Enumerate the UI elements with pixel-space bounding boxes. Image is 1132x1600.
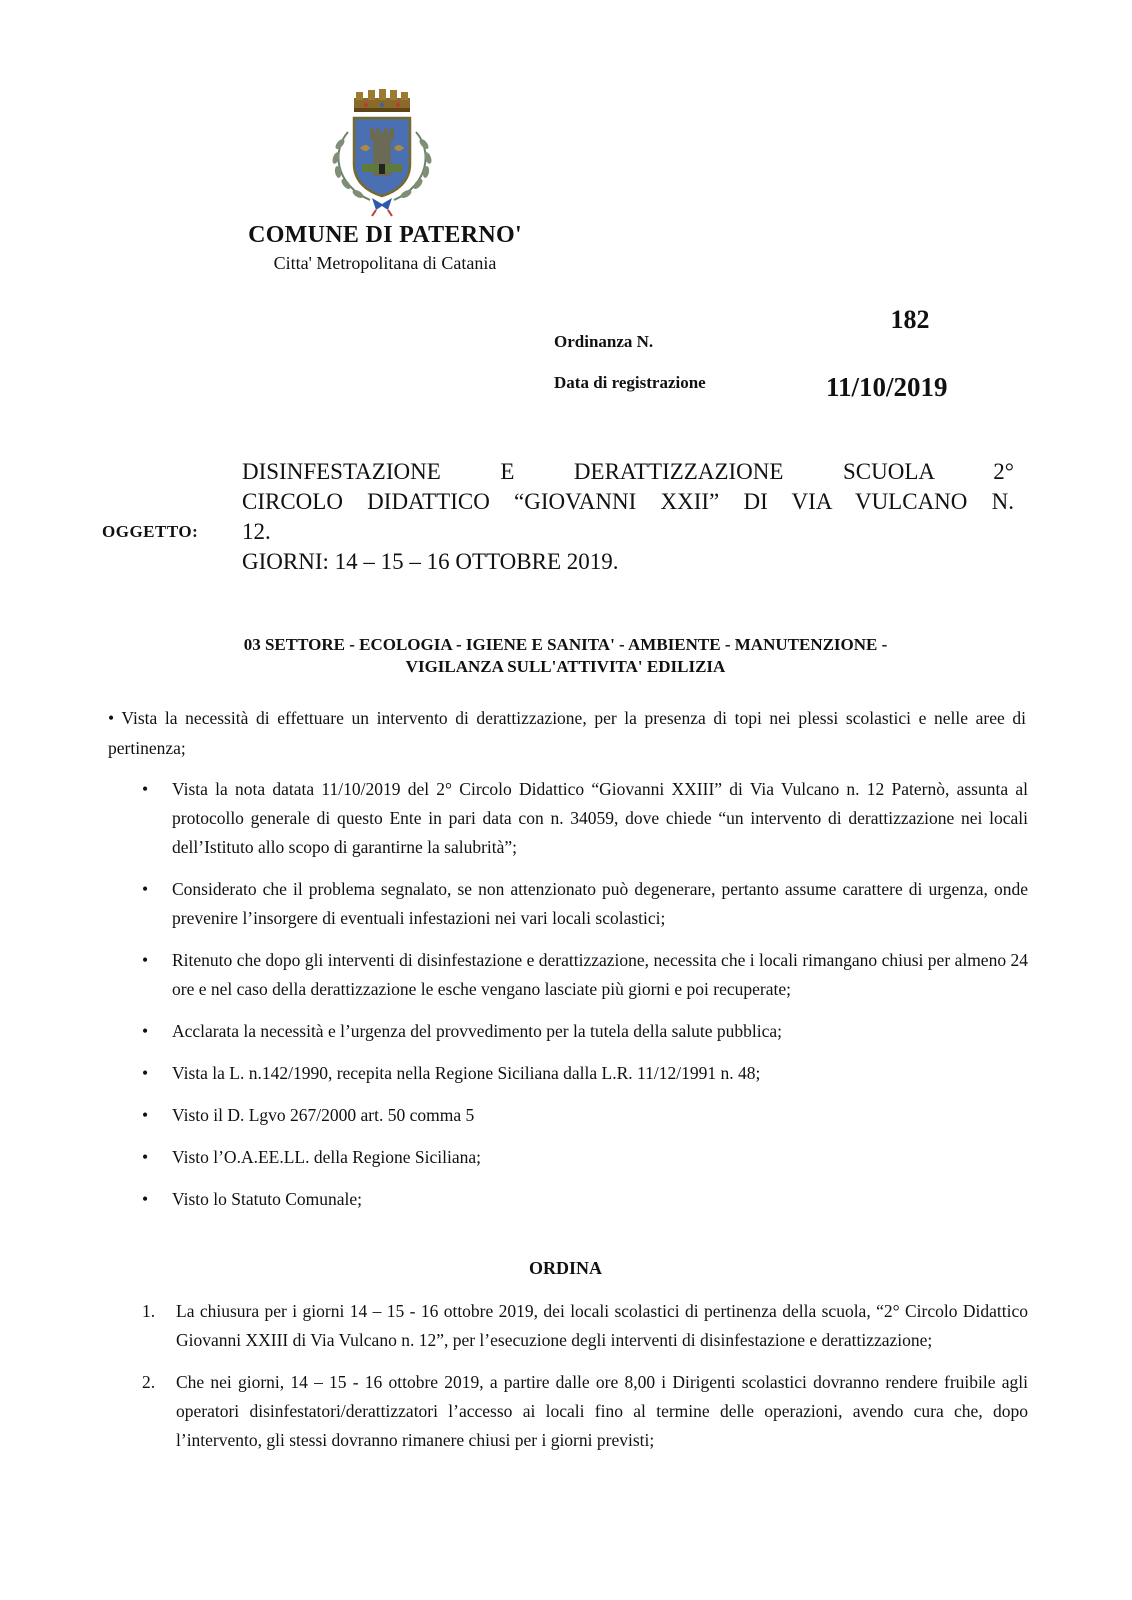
list-item	[142, 1185, 1028, 1214]
list-item-text: Ritenuto che dopo gli interventi di disinfestazione e derattizzazione, necessita che i locali rimangano chiusi per almeno 24 ore e nel caso della derattizzazione le esche vengano lasciate più giorni e poi recuperate;	[172, 950, 1028, 999]
ordina-list	[142, 1297, 1028, 1455]
list-item-text: Visto lo Statuto Comunale;	[172, 1189, 362, 1209]
bullet-icon: •	[142, 1063, 149, 1083]
list-item-text: Vista la L. n.142/1990, recepita nella Regione Siciliana dalla L.R. 11/12/1991 n. 48;	[172, 1063, 761, 1083]
ordina-heading: ORDINA	[528, 1258, 602, 1278]
oggetto-text	[242, 457, 1014, 577]
list-item-text: Che nei giorni, 14 – 15 - 16 ottobre 2019, a partire dalle ore 8,00 i Dirigenti scolastici dovranno rendere fruibile agli operatori disinfestatori/derattizzatori l’accesso ai locali fino al termine delle operazioni, avendo cura che, dopo l’intervento, gli stessi dovranno rimanere chiusi per i giorni previsti;	[176, 1372, 1028, 1450]
bullet-icon: •	[142, 1189, 149, 1209]
crown-icon	[354, 89, 410, 112]
bullet-icon: •	[142, 1021, 149, 1041]
list-item-text: La chiusura per i giorni 14 – 15 - 16 ottobre 2019, dei locali scolastici di pertinenza della scuola, “2° Circolo Didattico Giovanni XXIII di Via Vulcano n. 12”, per l’esecuzione degli interventi di disinfestazione e derattizzazione;	[176, 1301, 1028, 1350]
bullet-icon: •	[142, 950, 149, 970]
list-item	[142, 1101, 1028, 1130]
list-item	[142, 1017, 1028, 1046]
oggetto-line: GIORNI: 14 – 15 – 16 OTTOBRE 2019.	[242, 549, 619, 574]
oggetto-line: 12.	[242, 519, 271, 544]
list-item-text: Visto l’O.A.EE.LL. della Regione Siciliana;	[172, 1147, 482, 1167]
bullet-icon: •	[142, 1147, 149, 1167]
list-item-text: Vista la nota datata 11/10/2019 del 2° Circolo Didattico “Giovanni XXIII” di Via Vulcano n. 12 Paternò, assunta al protocollo generale di questo Ente in pari data con n. 34059, dove chiede “un intervento di derattizzazione nei locali dell’Istituto allo scopo di garantirne la salubrità”;	[172, 779, 1028, 857]
list-item-text: Considerato che il problema segnalato, se non attenzionato può degenerare, pertanto assume carattere di urgenza, onde prevenire l’insorgere di eventuali infestazioni nei vari locali scolastici;	[172, 879, 1028, 928]
settore-line: VIGILANZA SULL'ATTIVITA' EDILIZIA	[405, 657, 726, 676]
oggetto-label: OGGETTO:	[102, 522, 199, 541]
oggetto-line: DISINFESTAZIONE E DERATTIZZAZIONE SCUOLA 2°	[242, 459, 1014, 484]
list-item	[142, 1143, 1028, 1172]
registration-date: 11/10/2019	[826, 372, 948, 402]
list-item	[142, 946, 1028, 1004]
list-item	[142, 875, 1028, 933]
registration-date-label: Data di registrazione	[554, 373, 706, 392]
premise-paragraph: • Vista la necessità di effettuare un intervento di derattizzazione, per la presenza di topi nei plessi scolastici e nelle aree di pertinenza;	[108, 708, 1026, 758]
list-item	[142, 1059, 1028, 1088]
list-item	[142, 775, 1028, 862]
ordinanza-label: Ordinanza N.	[554, 332, 654, 351]
considerations-list	[142, 775, 1028, 1214]
list-item-text: Visto il D. Lgvo 267/2000 art. 50 comma 5	[172, 1105, 475, 1125]
list-item	[142, 1368, 1028, 1455]
list-item-text: Acclarata la necessità e l’urgenza del provvedimento per la tutela della salute pubblica;	[172, 1021, 782, 1041]
ordinanza-number: 182	[890, 305, 930, 334]
settore-heading	[108, 634, 1023, 678]
bullet-icon: •	[142, 879, 149, 899]
settore-line: 03 SETTORE - ECOLOGIA - IGIENE E SANITA' - AMBIENTE - MANUTENZIONE -	[243, 635, 888, 654]
ribbon-icon	[372, 198, 392, 216]
bullet-icon: •	[142, 1105, 149, 1125]
list-item	[142, 1297, 1028, 1355]
comune-title: COMUNE DI PATERNO'	[248, 222, 522, 248]
item-number: 2.	[142, 1372, 156, 1392]
oggetto-line: CIRCOLO DIDATTICO “GIOVANNI XXII” DI VIA VULCANO N.	[242, 489, 1014, 514]
item-number: 1.	[142, 1301, 156, 1321]
coat-of-arms-icon	[318, 88, 446, 218]
comune-subtitle: Citta' Metropolitana di Catania	[273, 253, 497, 273]
bullet-icon: •	[142, 779, 149, 799]
